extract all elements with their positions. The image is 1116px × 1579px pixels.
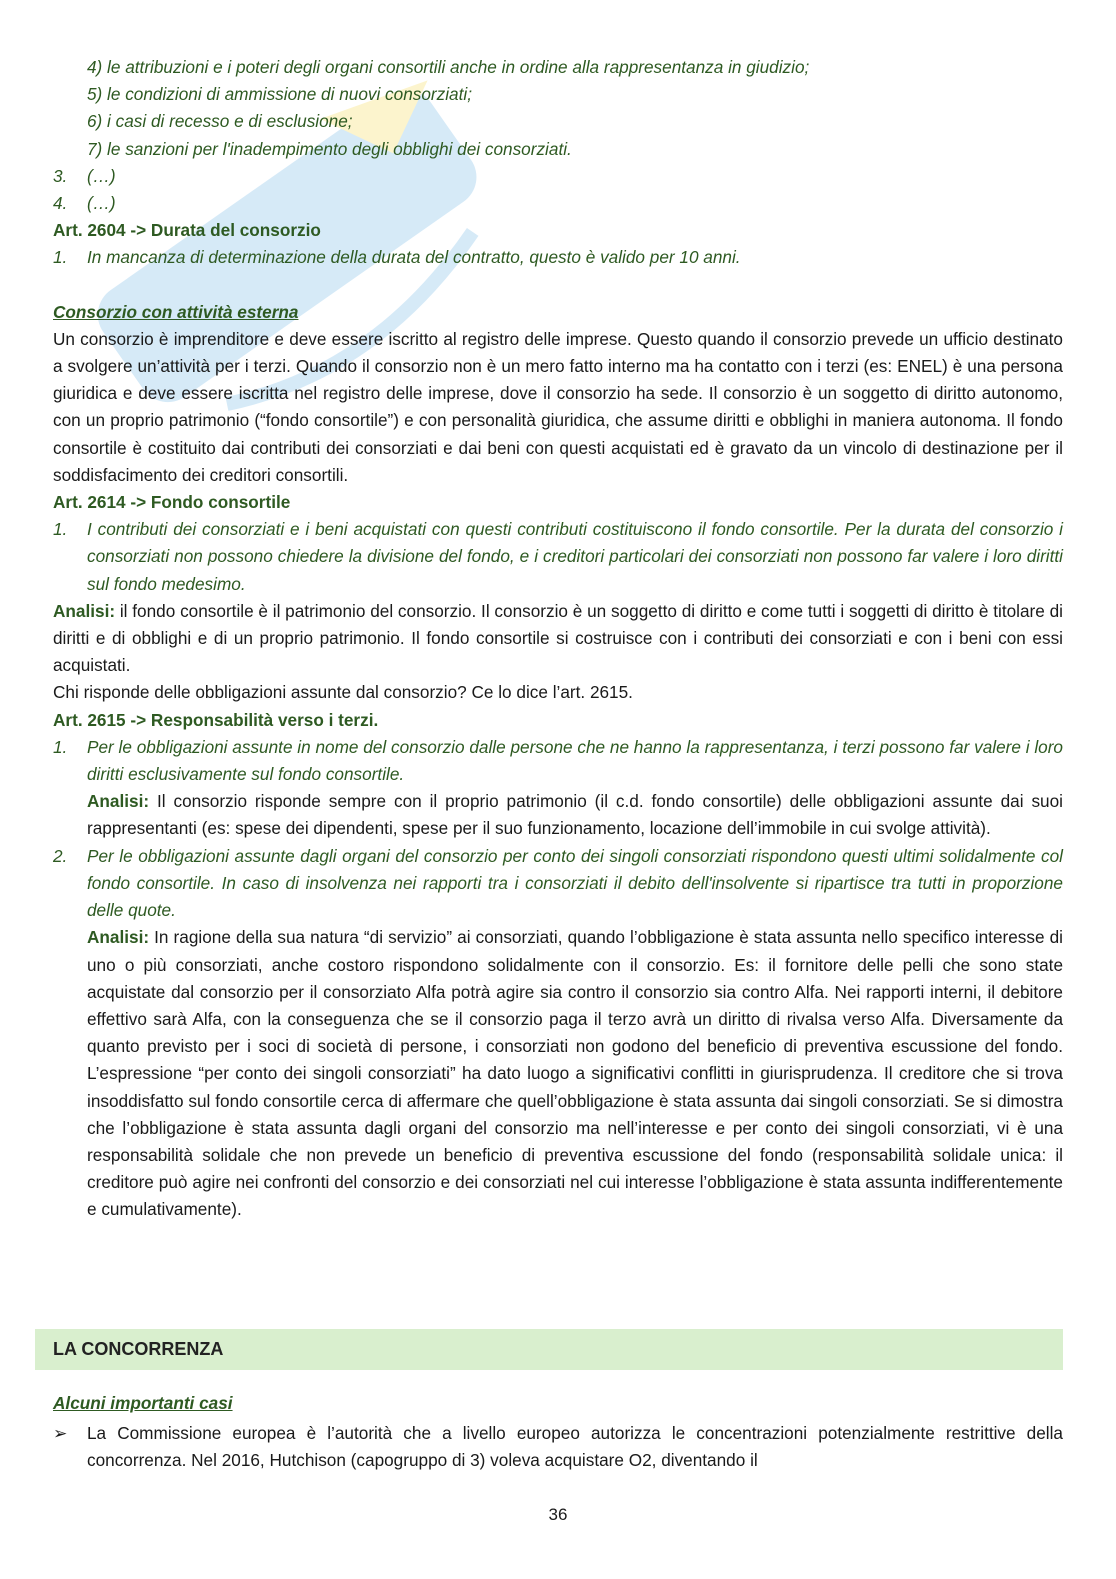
article-2615-item-1: [53, 734, 1063, 843]
list-item: 7) le sanzioni per l'inadempimento degli obblighi dei consorziati.: [87, 138, 572, 159]
article-heading-2615: Art. 2615 -> Responsabilità verso i terzi.: [53, 709, 379, 730]
analysis-label: Analisi:: [87, 791, 150, 812]
analysis-text: Il consorzio risponde sempre con il proprio patrimonio (il c.d. fondo consortile) delle obbligazioni assunte dai suoi rappresentanti (es: spese dei dipendenti, spese per il suo funzionamento, locazione dell’immobile in cui svolge attività).: [87, 791, 1063, 839]
analysis-2614: [53, 598, 1063, 680]
section-heading-external: Consorzio con attività esterna: [53, 301, 299, 322]
item-number: 4.: [53, 193, 68, 214]
chapter-heading-band: LA CONCORRENZA: [35, 1329, 1063, 1370]
item-text: Per le obbligazioni assunte dagli organi del consorzio per conto dei singoli consorziati rispondono questi ultimi solidalmente col fondo consortile. In caso di insolvenza nei rapporti tra i consorziati il debito dell'insolvente si ripartisce tra tutti in proporzione delle quote.: [87, 845, 1063, 921]
item-number: 2.: [53, 845, 68, 866]
numbered-item-3: [53, 163, 1063, 190]
document-body: [53, 54, 1063, 1224]
list-item: 6) i casi di recesso e di esclusione;: [87, 111, 353, 132]
item-number: 1.: [53, 247, 68, 268]
article-2604-item: [53, 244, 1063, 271]
article-heading-2614: Art. 2614 -> Fondo consortile: [53, 492, 291, 513]
page-number: 36: [548, 1505, 568, 1524]
list-item: 5) le condizioni di ammissione di nuovi consorziati;: [87, 84, 472, 105]
item-text: I contributi dei consorziati e i beni acquistati con questi contributi costituiscono il fondo consortile. Per la durata del consorzio i consorziati non possono chiedere la divisione del fondo, e i creditori particolari dei consorziati non possono far valere i loro diritti sul fondo medesimo.: [87, 519, 1063, 594]
question-text: Chi risponde delle obbligazioni assunte dal consorzio? Ce lo dice l’art. 2615.: [53, 682, 633, 703]
article-heading-2604: Art. 2604 -> Durata del consorzio: [53, 220, 321, 241]
analysis-2615-1: [87, 788, 1063, 842]
article-2614-item: [53, 516, 1063, 598]
analysis-label: Analisi:: [87, 927, 150, 948]
bullet-item: [53, 1420, 1063, 1474]
section-heading-cases: Alcuni importanti casi: [53, 1393, 233, 1413]
item-text: Per le obbligazioni assunte in nome del consorzio dalle persone che ne hanno la rappresentanza, i terzi possono far valere i loro diritti esclusivamente sul fondo consortile.: [87, 736, 1063, 785]
item-text: (…): [87, 193, 116, 214]
paragraph-external: Un consorzio è imprenditore e deve essere iscritto al registro delle imprese. Questo quando il consorzio prevede un ufficio destinato a svolgere un’attività per i terzi. Quando il consorzio non è un mero fatto interno ma ha contatto con i terzi (es: ENEL) è una persona giuridica e deve essere iscritta nel registro delle imprese, dove il consorzio ha sede. Il consorzio è un soggetto di diritto autonomo, con un proprio patrimonio (“fondo consortile”) e con personalità giuridica, che assume diritti e obblighi in maniera autonoma. Il fondo consortile è costituito dai contributi dei consorziati e dai beni con questi acquistati ed è gravato da un vincolo di destinazione per il soddisfacimento dei creditori consortili.: [53, 328, 1063, 485]
analysis-2615-2: [87, 924, 1063, 1223]
item-number: 3.: [53, 165, 68, 186]
bullet-text: La Commissione europea è l’autorità che a livello europeo autorizza le concentrazioni potenzialmente restrittive della concorrenza. Nel 2016, Hutchison (capogruppo di 3) voleva acquistare O2, diventando il: [87, 1423, 1063, 1471]
item-number: 1.: [53, 519, 68, 540]
item-text: (…): [87, 165, 116, 186]
arrow-bullet-icon: ➢: [53, 1423, 68, 1443]
list-item: 4) le attribuzioni e i poteri degli organi consortili anche in ordine alla rappresentanza in giudizio;: [87, 57, 810, 77]
analysis-text: il fondo consortile è il patrimonio del consorzio. Il consorzio è un soggetto di diritto e come tutti i soggetti di diritto è titolare di diritti e di obblighi e di un proprio patrimonio. Il fondo consortile si costruisce con i contributi dei consorziati e con i beni con essi acquistati.: [53, 600, 1063, 676]
analysis-label: Analisi:: [53, 600, 116, 621]
article-2615-item-2: [53, 843, 1063, 1224]
numbered-item-4: [53, 190, 1063, 217]
analysis-text: In ragione della sua natura “di servizio” ai consorziati, quando l’obbligazione è stata assunta nello specifico interesse di uno o più consorziati, anche costoro rispondono solidalmente con il consorzio. Es: il fornitore delle pelli che sono state acquistate dal consorzio per il consorziato Alfa potrà agire sia contro il consorzio sia contro Alfa. Nei rapporti interni, il debitore effettivo sarà Alfa, con la conseguenza che se il consorzio paga il terzo avrà un diritto di rivalsa verso Alfa. Diversamente da quanto previsto per i soci di società di persone, i consorziati non godono del beneficio di preventiva escussione del fondo. L’espressione “per conto dei singoli consorziati” ha dato luogo a significativi conflitti in giurisprudenza. Il creditore che si trova insoddisfatto sul fondo consortile cerca di affermare che quell’obbligazione è stata assunta dai singoli consorziati. Se si dimostra che l’obbligazione è stata assunta dagli organi del consorzio ma nell’interesse e per conto dei singoli consorziati, vi è una responsabilità solidale che non prevede un beneficio di preventiva escussione del fondo (responsabilità solidale unica: il creditore può agire nei confronti del consorzio e dei consorziati nel cui interesse l’obbligazione è stata assunta indifferentemente e cumulativamente).: [87, 927, 1063, 1220]
item-number: 1.: [53, 736, 68, 757]
item-text: In mancanza di determinazione della durata del contratto, questo è valido per 10 anni.: [87, 247, 741, 268]
